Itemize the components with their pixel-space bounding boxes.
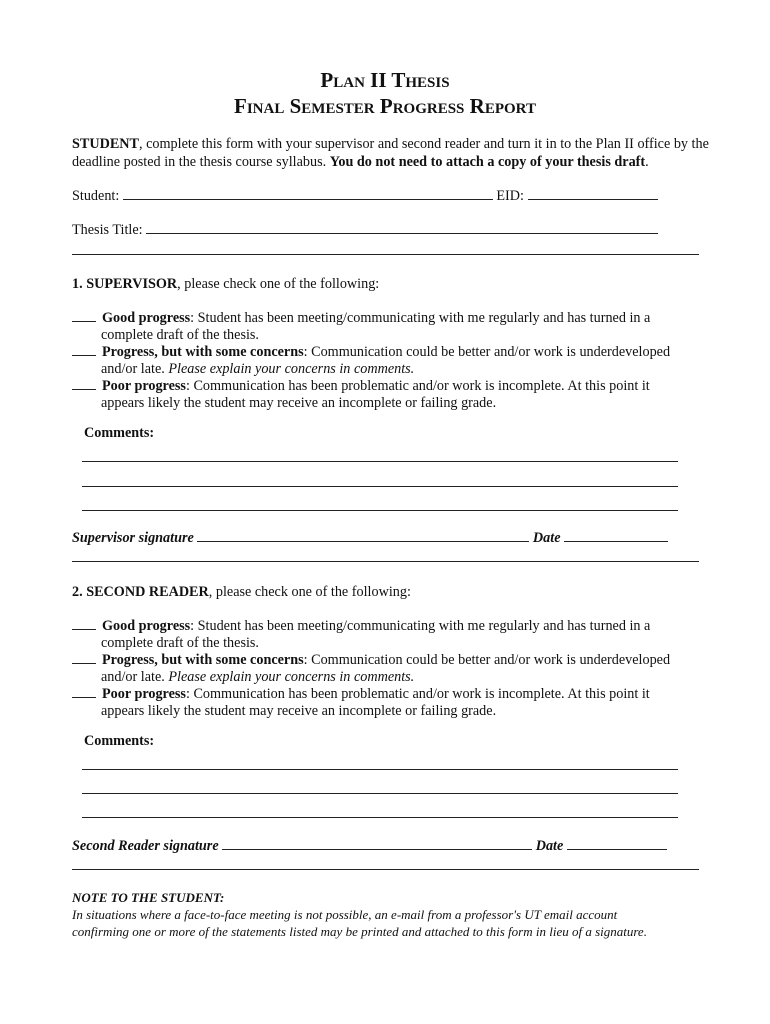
student-field-row (72, 187, 658, 205)
supervisor-option-concerns (72, 343, 702, 378)
supervisor-good-checkbox[interactable] (72, 309, 96, 322)
option-text: : Communication has been problematic and/or work is incomplete. At this point it (185, 686, 650, 702)
supervisor-comment-line-1[interactable] (82, 461, 678, 462)
option-cont: complete draft of the thesis. (101, 635, 259, 651)
option-label: Poor progress (102, 378, 186, 394)
reader-date-line[interactable] (567, 837, 667, 850)
note-line-1: In situations where a face-to-face meeting is not possible, an e-mail from a professor's UT email account (72, 907, 618, 922)
supervisor-concerns-checkbox[interactable] (72, 343, 96, 356)
page-title-line2: Final Semester Progress Report (234, 94, 536, 118)
option-cont: complete draft of the thesis. (101, 327, 259, 343)
option-text: : Student has been meeting/communicating with me regularly and has turned in a (190, 310, 651, 326)
reader-comments-label: Comments: (84, 733, 155, 749)
student-label: Student: (72, 188, 120, 204)
supervisor-date-line[interactable] (564, 529, 668, 542)
supervisor-heading-rest: , please check one of the following: (177, 276, 380, 292)
intro-end: . (645, 154, 649, 170)
reader-signature-label: Second Reader signature (72, 838, 219, 854)
option-text: : Communication has been problematic and/or work is incomplete. At this point it (185, 378, 650, 394)
supervisor-heading (72, 275, 379, 293)
reader-heading-bold: 2. SECOND READER (72, 584, 209, 600)
reader-heading-rest: , please check one of the following: (208, 584, 411, 600)
student-input-line[interactable] (123, 187, 493, 200)
eid-input-line[interactable] (528, 187, 658, 200)
reader-poor-checkbox[interactable] (72, 685, 96, 698)
reader-comment-line-2[interactable] (82, 793, 678, 794)
note-line-2: confirming one or more of the statements listed may be printed and attached to this form in lieu of a signature. (72, 924, 647, 939)
intro-bold-tail: You do not need to attach a copy of your thesis draft (329, 154, 646, 170)
reader-concerns-checkbox[interactable] (72, 651, 96, 664)
option-label: Progress, but with some concerns (102, 652, 304, 668)
reader-option-concerns (72, 651, 702, 686)
note-heading: NOTE TO THE STUDENT: (72, 890, 225, 905)
section-divider (72, 561, 699, 562)
supervisor-comment-line-3[interactable] (82, 510, 678, 511)
option-cont: appears likely the student may receive an incomplete or failing grade. (101, 703, 497, 719)
supervisor-signature-line[interactable] (197, 529, 529, 542)
option-cont-italic: Please explain your concerns in comments. (168, 361, 415, 377)
section-divider (72, 254, 699, 255)
reader-heading (72, 583, 411, 601)
option-cont: appears likely the student may receive an incomplete or failing grade. (101, 395, 497, 411)
intro-paragraph (72, 135, 712, 171)
option-label: Good progress (102, 310, 191, 326)
reader-signature-line[interactable] (222, 837, 532, 850)
supervisor-poor-checkbox[interactable] (72, 377, 96, 390)
reader-date-label: Date (535, 838, 564, 854)
supervisor-heading-bold: 1. SUPERVISOR (72, 276, 178, 292)
eid-label: EID: (496, 188, 524, 204)
thesis-title-input-line[interactable] (146, 221, 658, 234)
intro-lead: STUDENT (72, 136, 140, 152)
option-label: Progress, but with some concerns (102, 344, 304, 360)
option-cont: and/or late. (101, 361, 169, 377)
option-text: : Communication could be better and/or work is underdeveloped (303, 652, 671, 668)
reader-comment-line-3[interactable] (82, 817, 678, 818)
supervisor-date-label: Date (532, 530, 561, 546)
option-label: Good progress (102, 618, 191, 634)
option-label: Poor progress (102, 686, 186, 702)
supervisor-comments-label: Comments: (84, 425, 155, 441)
reader-option-good (72, 617, 702, 652)
supervisor-option-good (72, 309, 702, 344)
section-divider (72, 869, 699, 870)
supervisor-option-poor (72, 377, 702, 412)
option-cont: and/or late. (101, 669, 169, 685)
thesis-title-row (72, 221, 658, 239)
reader-option-poor (72, 685, 702, 720)
page-title-line1: Plan II Thesis (320, 68, 450, 92)
option-cont-italic: Please explain your concerns in comments. (168, 669, 415, 685)
thesis-title-label: Thesis Title: (72, 222, 143, 238)
reader-signature-row (72, 837, 667, 855)
supervisor-signature-row (72, 529, 668, 547)
option-text: : Student has been meeting/communicating with me regularly and has turned in a (190, 618, 651, 634)
supervisor-signature-label: Supervisor signature (72, 530, 194, 546)
supervisor-comment-line-2[interactable] (82, 486, 678, 487)
reader-comment-line-1[interactable] (82, 769, 678, 770)
option-text: : Communication could be better and/or work is underdeveloped (303, 344, 671, 360)
reader-good-checkbox[interactable] (72, 617, 96, 630)
intro-text: , complete this form with your supervisor and second reader and turn it in to the Plan II office by the deadline posted in the thesis course syllabus. (72, 136, 709, 170)
